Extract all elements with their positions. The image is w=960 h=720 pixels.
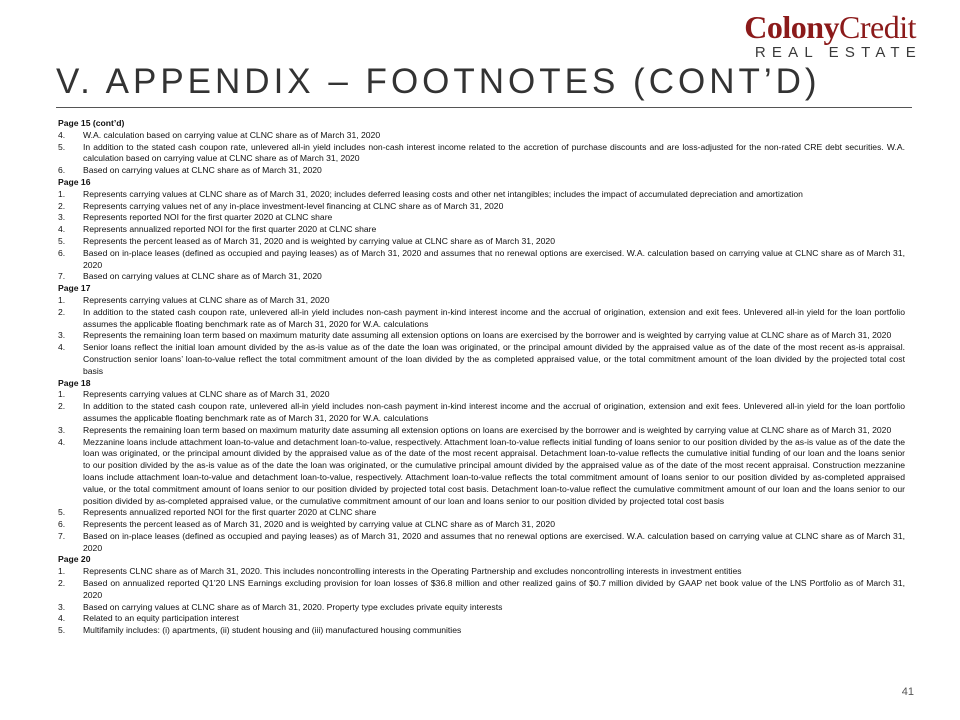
footnote-item	[58, 236, 905, 248]
footnote-item	[58, 142, 905, 166]
footnote-number: 5.	[58, 625, 66, 636]
footnote-text: Represents the remaining loan term based on maximum maturity date assuming all extension options on loans are exercised by the borrower and is weighted by carrying value at CLNC share as of March 31, 2020	[83, 424, 892, 435]
footnote-number: 2.	[58, 306, 66, 317]
footnote-text: Represents carrying values at CLNC share as of March 31, 2020; includes deferred leasing costs and other net intangibles; includes the impact of accumulated depreciation and amortization	[83, 188, 803, 199]
footnote-text: Represents CLNC share as of March 31, 2020. This includes noncontrolling interests in the Operating Partnership and excludes noncontrolling interests in investment entities	[83, 566, 742, 577]
footnote-text: Mezzanine loans include attachment loan-to-value and detachment loan-to-value, respectively. Attachment loan-to-value reflects initial funding of loans senior to our position divided by the as-is value as of the date the loan was originated, or the principal amount divided by the appraised value as of the date of the most recent appraisal. Detachment loan-to-value reflects the cumulative initial funding of our loan and the loans senior to our position divided by the as-is value as of the date the loan was originated, or the cumulative principal amount divided by the appraised value as of the date of the most recent appraisal. Construction mezzanine loans include attachment loan-to-value and detachment loan-to-value, respectively. Attachment loan-to-value reflects the total commitment amount of loans senior to our position divided by as-completed appraised value, or the total commitment amount of loans senior to our position divided by projected total cost basis. Detachment loan-to-value reflect the cumulative commitment amount of our loan and the loans senior to our position divided by as-completed appraised value, or the cumulative commitment amount of our loan and loans senior to our position divided by projected total cost basis	[83, 436, 905, 506]
section-heading: Page 20	[58, 554, 91, 565]
section-heading: Page 18	[58, 377, 91, 388]
footnote-text: Represents the percent leased as of March 31, 2020 and is weighted by carrying value at CLNC share as of March 31, 2020	[83, 519, 555, 530]
footnote-item	[58, 307, 905, 331]
footnotes-body	[58, 118, 905, 637]
footnote-number: 6.	[58, 247, 66, 258]
footnote-text: Senior loans reflect the initial loan amount divided by the as-is value as of the date the loan was originated, or the principal amount divided by the appraised value as of the date of the most recent as-is appraisal. Construction senior loans’ loan-to-value reflect the total commitment amount of the loan divided by the as completed appraised value, or the total commitment amount of the loan divided by the projected total cost basis	[83, 342, 905, 376]
footnote-text: Represents reported NOI for the first quarter 2020 at CLNC share	[83, 212, 333, 223]
logo-subtitle: REAL ESTATE	[754, 44, 922, 61]
logo-wordmark	[744, 10, 916, 44]
footnote-item	[58, 602, 905, 614]
logo-brand-regular: Credit	[839, 9, 916, 45]
footnote-text: Based on annualized reported Q1’20 LNS Earnings excluding provision for loan losses of $36.8 million and other realized gains of $0.7 million divided by GAAP net book value of the LNS Portfolio as of March 31, 2020	[83, 578, 905, 600]
page-number: 41	[901, 686, 914, 698]
footnote-number: 5.	[58, 141, 66, 152]
footnote-item	[58, 201, 905, 213]
footnote-text: W.A. calculation based on carrying value at CLNC share as of March 31, 2020	[83, 129, 381, 140]
footnote-text: Represents carrying values net of any in-place investment-level financing at CLNC share as of March 31, 2020	[83, 200, 504, 211]
footnote-number: 2.	[58, 200, 66, 211]
logo-brand-bold: Colony	[744, 9, 840, 45]
footnote-text: Multifamily includes: (i) apartments, (ii) student housing and (iii) manufactured housing communities	[83, 625, 462, 636]
footnote-number: 7.	[58, 271, 66, 282]
footnote-text: Represents annualized reported NOI for the first quarter 2020 at CLNC share	[83, 507, 377, 518]
footnote-item	[58, 437, 905, 508]
section-heading: Page 16	[58, 176, 91, 187]
footnote-item	[58, 531, 905, 555]
title-divider	[56, 107, 912, 108]
footnote-text: Represents the percent leased as of March 31, 2020 and is weighted by carrying value at CLNC share as of March 31, 2020	[83, 235, 555, 246]
page-title: V. APPENDIX – FOOTNOTES (CONT’D)	[56, 62, 821, 101]
footnote-item	[58, 130, 905, 142]
footnote-item	[58, 189, 905, 201]
footnote-text: Based on carrying values at CLNC share as of March 31, 2020	[83, 165, 322, 176]
footnote-number: 4.	[58, 436, 66, 447]
footnote-text: In addition to the stated cash coupon rate, unlevered all-in yield includes non-cash payment in-kind interest income and the accrual of origination, extension and exit fees. Unlevered all-in yield for the loan portfolio assumes the applicable floating benchmark rate as of March 31, 2020 for W.A. calculations	[83, 306, 905, 329]
footnote-text: In addition to the stated cash coupon rate, unlevered all-in yield includes non-cash payment in-kind interest income and the accrual of origination, extension and exit fees. Unlevered all-in yield for the loan portfolio assumes the applicable floating benchmark rate as of March 31, 2020 for W.A. calculations	[83, 401, 905, 423]
footnote-number: 3.	[58, 424, 66, 435]
footnote-item	[58, 330, 905, 342]
footnote-text: Based on carrying values at CLNC share as of March 31, 2020	[83, 271, 322, 282]
footnote-item	[58, 566, 905, 578]
footnote-number: 4.	[58, 129, 66, 140]
footnote-text: Represents the remaining loan term based on maximum maturity date assuming all extension options on loans are exercised by the borrower and is weighted by carrying value at CLNC share as of March 31, 2020	[83, 330, 892, 341]
footnote-number: 6.	[58, 165, 66, 176]
footnote-text: Based on in-place leases (defined as occupied and paying leases) as of March 31, 2020 and assumes that no renewal options are exercised. W.A. calculation based on carrying value at CLNC share as of March 31, 2020	[83, 247, 905, 270]
footnote-number: 1.	[58, 188, 66, 199]
footnote-text: Represents annualized reported NOI for the first quarter 2020 at CLNC share	[83, 224, 377, 235]
footnote-number: 1.	[58, 294, 66, 305]
company-logo	[744, 9, 922, 61]
footnote-item	[58, 271, 905, 283]
footnote-text: In addition to the stated cash coupon rate, unlevered all-in yield includes non-cash interest income related to the accretion of purchase discounts and are loss-adjusted for the non-rated CRE debt securities. W.A. calculation based on carrying value at CLNC share as of March 31, 2020	[83, 141, 905, 164]
footnote-text: Represents carrying values at CLNC share as of March 31, 2020	[83, 389, 330, 400]
footnote-number: 5.	[58, 235, 66, 246]
footnote-item	[58, 295, 905, 307]
footnote-text: Based on in-place leases (defined as occupied and paying leases) as of March 31, 2020 and assumes that no renewal options are exercised. W.A. calculation based on carrying value at CLNC share as of March 31, 2020	[83, 530, 905, 553]
footnote-item	[58, 165, 905, 177]
footnote-number: 7.	[58, 530, 66, 541]
footnote-text: Represents carrying values at CLNC share as of March 31, 2020	[83, 294, 330, 305]
footnote-number: 3.	[58, 601, 66, 612]
footnote-item	[58, 613, 905, 625]
footnote-number: 3.	[58, 212, 66, 223]
footnote-item	[58, 224, 905, 236]
footnote-item	[58, 578, 905, 602]
footnote-number: 4.	[58, 613, 66, 624]
footnote-number: 1.	[58, 389, 66, 400]
footnote-item	[58, 519, 905, 531]
footnote-text: Related to an equity participation interest	[83, 613, 239, 624]
footnote-number: 2.	[58, 578, 66, 589]
footnote-item	[58, 342, 905, 377]
footnote-item	[58, 507, 905, 519]
footnote-number: 4.	[58, 224, 66, 235]
section-heading: Page 17	[58, 283, 91, 294]
footnote-number: 2.	[58, 401, 66, 412]
footnote-number: 4.	[58, 342, 66, 353]
footnote-item	[58, 248, 905, 272]
footnote-item	[58, 625, 905, 637]
section-heading: Page 15 (cont’d)	[58, 118, 125, 128]
footnote-item	[58, 212, 905, 224]
footnote-number: 6.	[58, 519, 66, 530]
footnote-item	[58, 401, 905, 425]
footnote-text: Based on carrying values at CLNC share as of March 31, 2020. Property type excludes private equity interests	[83, 601, 503, 612]
footnote-item	[58, 389, 905, 401]
footnote-number: 1.	[58, 566, 66, 577]
footnote-number: 3.	[58, 330, 66, 341]
footnote-item	[58, 425, 905, 437]
footnote-number: 5.	[58, 507, 66, 518]
